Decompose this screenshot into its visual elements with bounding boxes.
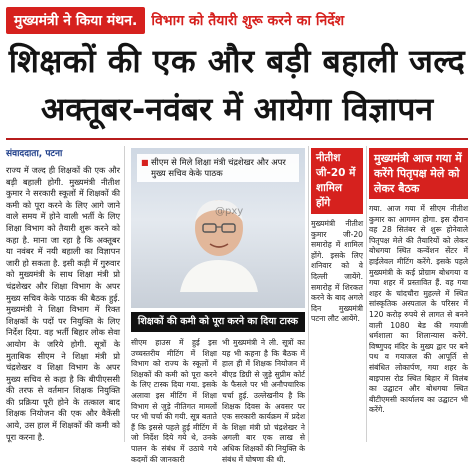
column-rule-right-1 (308, 146, 309, 442)
headline-line-1: शिक्षकों की एक और बड़ी बहाली जल्द (8, 42, 466, 80)
column-rule-right-2 (366, 146, 367, 442)
kicker-red-label: मुख्यमंत्री ने किया मंथन. (6, 7, 145, 34)
kicker-text: विभाग को तैयारी शुरू करने का निर्देश (151, 12, 345, 29)
g20-body: मुख्यमंत्री नीतीश कुमार जी-20 समारोह में शामिल होंगे. इसके लिए शनिवार को वे दिल्ली जायेंगे. समारोह में शिरकत करने के बाद अगले दिन मुख्यमंत्री पटना लौट आयेंगे. (311, 219, 363, 324)
dateline: संवाददाता, पटना (6, 149, 63, 159)
left-body-text: राज्य में जल्द ही शिक्षकों की एक और बड़ी बहाली होगी. मुख्यमंत्री नीतीश कुमार ने सरकारी स्कूलों में शिक्षकों की कमी को पूरा करने के लिए आगे जाने वाले समय में होने वाली भर्ती के लिए शिक्षा विभाग को तैयारी शुरू करने को कहा है. माना जा रहा है कि अक्तूबर या नवंबर में नयी बहाली का विज्ञापन जारी हो सकता है. इसी कड़ी में गुरुवार को मुख्यमंत्री के साथ शिक्षा मंत्री प्रो चंद्रशेखर और शिक्षा विभाग के अपर मुख्य सचिव केके पाठक की बैठक हुई. मुख्यमंत्री ने शिक्षा विभाग में रिक्त शिक्षकों के पदों पर नियुक्ति के लिए निर्देश दिया. वह भर्ती बिहार लोक सेवा आयोग के जरिये होगी. सूत्रों के मुताबिक सीएम ने शिक्षा मंत्री प्रो चंद्रशेखर व शिक्षा विभाग के अपर मुख्य सचिव से कहा है कि बीपीएससी की तरफ से वर्तमान शिक्षक नियुक्ति की प्रक्रिया पूरी होने के तत्काल बाद शिक्षक नियोजन की एक और वैकेंसी आये, उस हाल में शिक्षकों की कमी को पूरा करना है. (6, 165, 120, 442)
right-column-2 (369, 148, 468, 416)
task-banner: शिक्षकों की कमी को पूरा करने का दिया टास्क (131, 312, 305, 332)
gaya-heading: मुख्यमंत्री आज गया में करेंगे पितृपक्ष मेले को लेकर बैठक (369, 148, 468, 199)
middle-column-1: सीएम हाउस में हुई इस उच्चस्तरीय मीटिंग में शिक्षा विभाग को राज्य के स्कूलों में शिक्षकों की कमी को पूरा करने के लिए टास्क दिया गया. इसके अलावा इस मीटिंग में शिक्षा विभाग से जुड़े नीतिगत मामलों पर भी चर्चा की गयी. सूत्र बताते हैं कि इससे पहले हुई मीटिंग में जो निर्देश दिये गये थे, उनके पालन के संबंध में उठाये गये कदमों की जानकारी (131, 338, 217, 464)
middle-column-2: भी मुख्यमंत्री ने ली. सूत्रों का यह भी कहना है कि बैठक में हाल ही में शिक्षक नियोजन में बीएड डिग्री से जुड़े सुप्रीम कोर्ट के फैसले पर भी अनौपचारिक चर्चा हुई. उल्लेखनीय है कि शिक्षक दिवस के अवसर पर एक सरकारी कार्यक्रम में प्रदेश के शिक्षा मंत्री प्रो चंद्रशेखर ने अगली बार एक लाख से अधिक शिक्षकों की नियुक्ति के संबंध में घोषणा की थी. (222, 338, 305, 464)
g20-heading: नीतीश जी-20 में शामिल होंगे (311, 148, 363, 214)
news-photo (131, 148, 305, 308)
right-column-1 (311, 148, 363, 325)
gaya-body: गया. आज गया में सीएम नीतीश कुमार का आगमन होगा. इस दौरान वह 28 सितंबर से शुरू होनेवाले पितृपक्ष मेले की तैयारियों को लेकर बोधगया स्थित कन्वेंशन सेंटर में हाईलेवल मीटिंग करेंगे. इसके पहले मुख्यमंत्री के कई प्रोग्राम बोधगया व गया शहर में प्रस्तावित हैं. वह गया शहर के चांदचौरा मुहल्ले में स्थित सांस्कृतिक अस्पताल के परिसर में 120 करोड़ रुपये से लागत से बनने वाली 1080 बेड की गयाजी धर्मशाला का शिलान्यास करेंगे. विष्णुपद मंदिर के मुख्य द्वार पर बने पथ व गयाजल की आपूर्ति से संबंधित लोकार्पण, गया शहर के बाइपास रोड स्थित बिहार में विलंब का उद्घाटन और बोधगया स्थित बीटीएमसी कार्यालय का उद्घाटन भी करेंगे. (369, 204, 468, 415)
headline-line-2: अक्तूबर-नवंबर में आयेगा विज्ञापन (40, 90, 434, 128)
left-column (6, 146, 120, 442)
photo-caption: ■ सीएम से मिले शिक्षा मंत्री चंद्रशेखर और अपर मुख्य सचिव केके पाठक (137, 154, 299, 182)
kicker (6, 5, 468, 35)
column-rule (124, 146, 125, 442)
headline-divider (6, 138, 468, 140)
photo-watermark: @pxy (215, 206, 244, 217)
